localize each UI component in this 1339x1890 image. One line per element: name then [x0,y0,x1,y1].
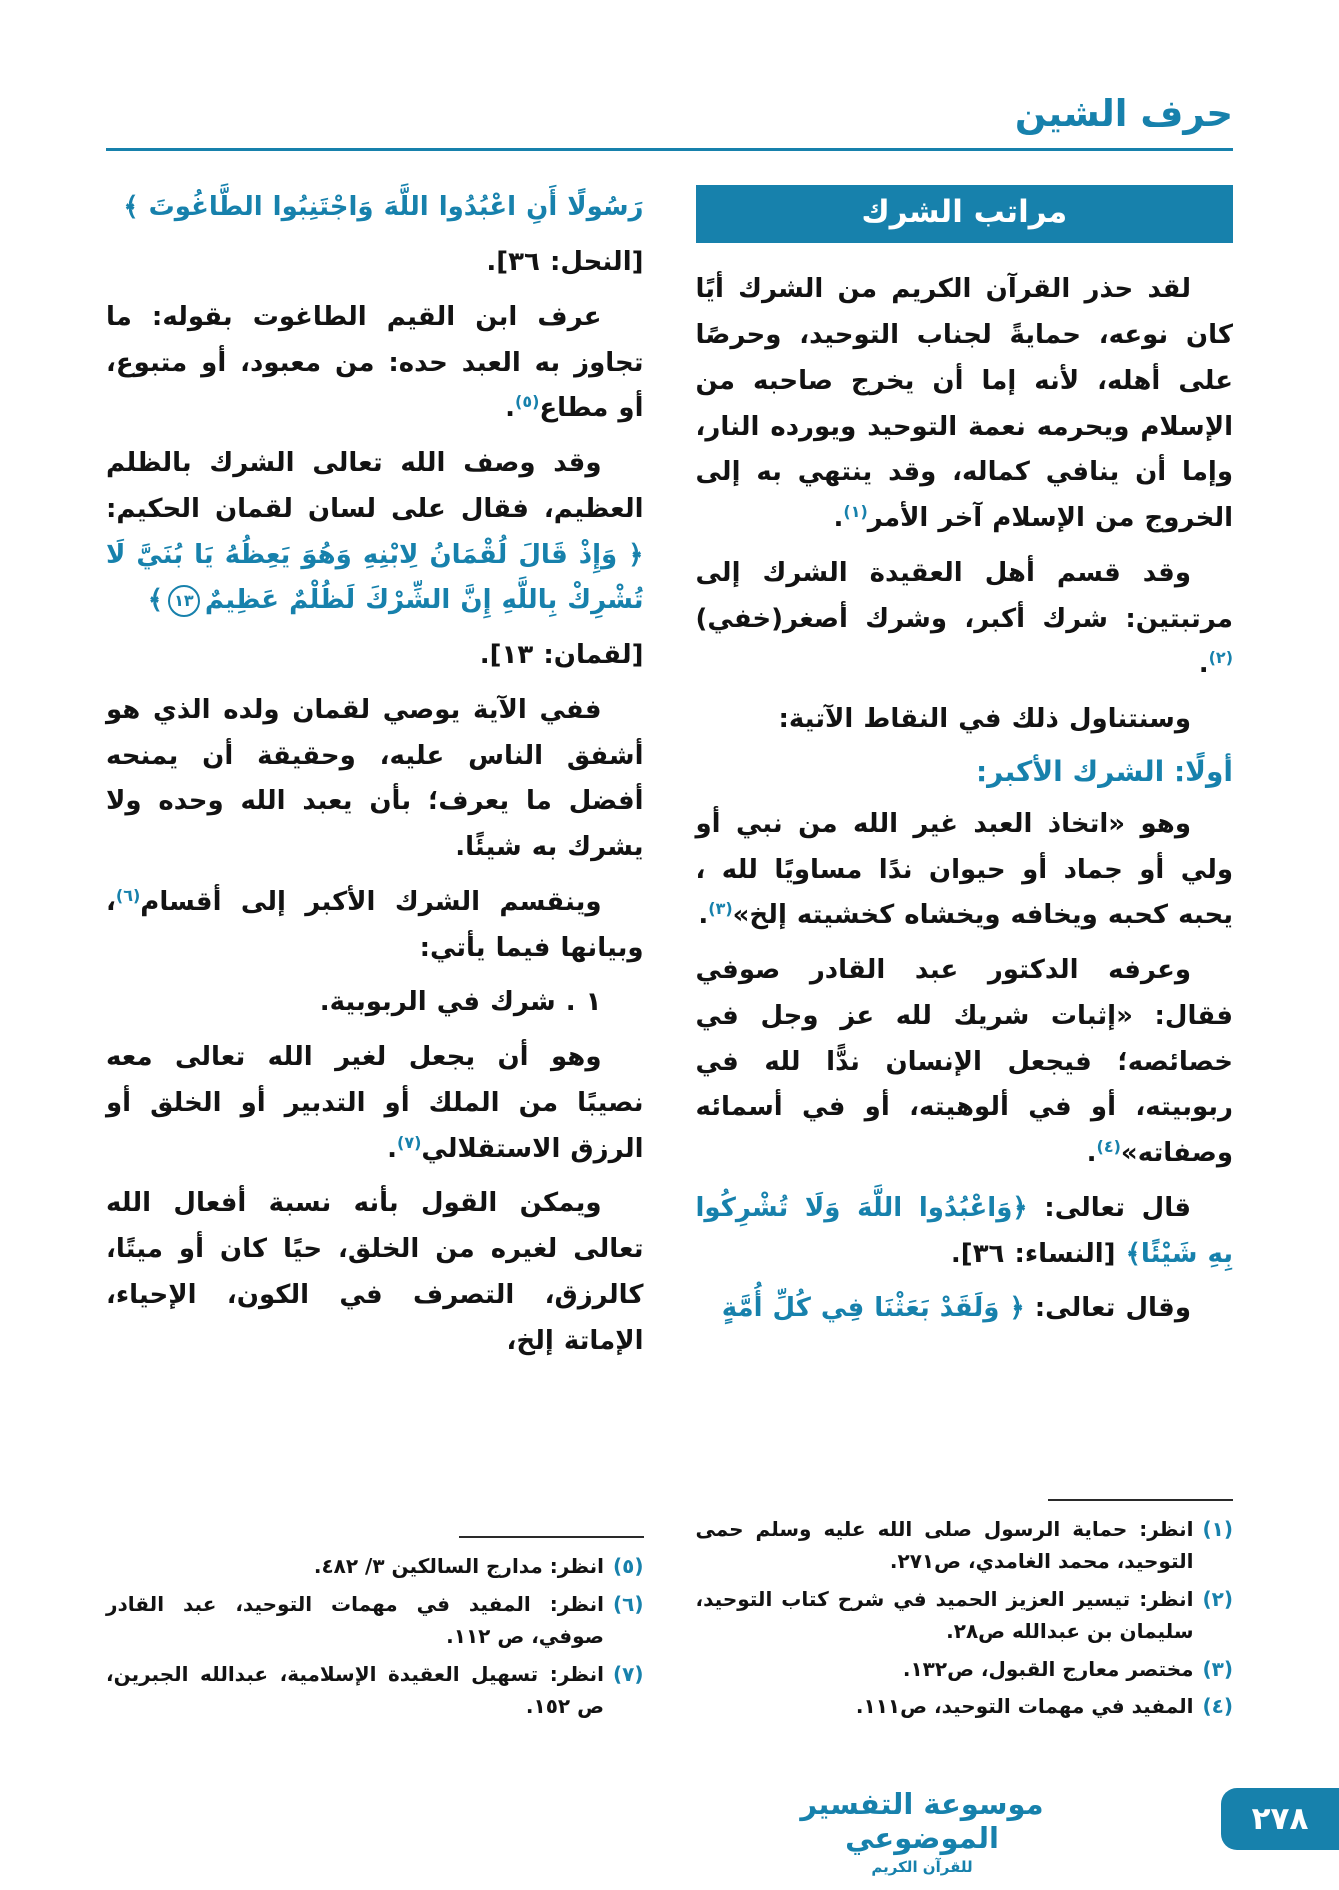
page-number-badge: ٢٧٨ [1221,1788,1339,1850]
paragraph [696,697,1234,743]
body-text: وقال تعالى: [1024,1293,1191,1324]
footnote [696,1653,1234,1685]
footnote-number: (٣) [1202,1656,1233,1681]
paragraph [696,948,1234,1177]
footnote [106,1658,644,1723]
footnote-text: مختصر معارج القبول، ص١٣٢. [902,1656,1194,1681]
paragraph [696,551,1234,688]
footnote-ref: (٤) [1096,1137,1121,1157]
body-text: [لقمان: ١٣]. [479,640,644,671]
footnote-ref: (١) [843,502,868,522]
footnote-separator [1048,1499,1233,1501]
body-text: لقد حذر القرآن الكريم من الشرك أيًا كان نوعه، حمايةً لجناب التوحيد، وحرصًا على أهله، لأنه إما أن يخرج صاحبه من الإسلام ويحرمه نعمة التوحيد ويورده النار، وإما أن ينافي كماله، وقد ينتهي به إلى الخروج من الإسلام آخر الأمر [695,274,1233,534]
body-text: ففي الآية يوصي لقمان ولده الذي هو أشفق الناس عليه، وحقيقة أن يمنحه أفضل ما يعرف؛ بأن يعبد الله وحده ولا يشرك به شيئًا. [106,694,644,863]
body-text: . [1086,1138,1097,1169]
header-rule [106,148,1233,151]
paragraph [106,880,644,972]
footnote-ref: (٥) [515,392,540,412]
paragraph [696,1186,1234,1278]
paragraph [106,1035,644,1172]
paragraph [106,688,644,871]
paragraph [106,633,644,679]
right-footnotes-list [696,1513,1234,1722]
quran-verse-text: ﴾ [147,585,163,616]
footnote-ref: (٣) [708,899,733,919]
footnote-text: انظر: المفيد في مهمات التوحيد، عبد القادر صوفي، ص ١١٢. [106,1591,604,1649]
paragraph [696,267,1234,542]
body-text: ١ . شرك في الربوبية. [319,987,602,1018]
paragraph [106,1181,644,1364]
body-text: وهو أن يجعل لغير الله تعالى معه نصيبًا من الملك أو التدبير أو الخلق أو الرزق الاستقلالي [106,1042,644,1164]
right-footnote-area [696,1491,1234,1727]
footnote [696,1513,1234,1578]
body-text: وعرفه الدكتور عبد القادر صوفي فقال: «إثبات شريك لله عز وجل في خصائصه؛ فيجعل الإنسان ندًّا لله في ربوبيته، أو في ألوهيته، أو في أسمائه وصفاته» [695,955,1233,1169]
body-text: [النحل: ٣٦]. [486,247,644,278]
body-text: . [833,503,844,534]
quran-verse-text: رَسُولًا أَنِ اعْبُدُوا اللَّهَ وَاجْتَنِبُوا الطَّاغُوتَ ﴾ [123,192,644,223]
right-column [696,185,1234,1727]
left-column-text [106,185,644,1373]
body-text: [النساء: ٣٦]. [950,1238,1126,1269]
paragraph [106,240,644,286]
body-text: . [698,900,709,931]
footnote-number: (٢) [1202,1586,1233,1611]
section-heading: أولًا: الشرك الأكبر: [975,754,1233,788]
paragraph [106,185,644,231]
body-text: . [1198,649,1209,680]
footnote [106,1550,644,1582]
quran-verse-text: ﴿وَاعْبُدُوا اللَّهَ وَلَا تُشْرِكُوا بِهِ شَيْئًا﴾ [695,1192,1233,1269]
section-letter-title: حرف الشين [1014,92,1233,135]
footnote-ref: (٢) [1208,648,1233,668]
body-text: وقد وصف الله تعالى الشرك بالظلم العظيم، فقال على لسان لقمان الحكيم: [106,448,644,524]
body-text: . [505,393,516,424]
two-column-layout [106,185,1233,1727]
footnote [696,1690,1234,1722]
footnote-text: انظر: تيسير العزيز الحميد في شرح كتاب التوحيد، سليمان بن عبدالله ص٢٨. [695,1586,1194,1644]
footnote-text: انظر: تسهيل العقيدة الإسلامية، عبدالله الجبرين، ص ١٥٢. [106,1661,604,1718]
right-column-text [696,267,1234,1341]
footnote-separator [459,1536,644,1538]
left-footnotes-list [106,1550,644,1722]
footnote-text: انظر: حماية الرسول صلى الله عليه وسلم حمى التوحيد، محمد الغامدي، ص٢٧١. [695,1517,1194,1574]
paragraph [696,802,1234,939]
quran-verse-text: ﴿ وَلَقَدْ بَعَثْنَا فِي كُلِّ أُمَّةٍ [721,1293,1025,1324]
footnote-ref: (٦) [115,885,141,905]
footnote-number: (١) [1202,1517,1233,1542]
footnote [696,1583,1234,1648]
body-text: وقد قسم أهل العقيدة الشرك إلى مرتبتين: شرك أكبر، وشرك أصغر(خفي) [695,557,1233,634]
footnote-text: انظر: مدارج السالكين ٣/ ٤٨٢. [313,1554,604,1579]
body-text: . [387,1133,398,1164]
footnote-number: (٦) [613,1591,644,1616]
body-text: ، وبيانها فيما يأتي: [106,886,644,963]
body-text: ويمكن القول بأنه نسبة أفعال الله تعالى لغيره من الخلق، حيًا كان أو ميتًا، كالرزق، التصرف في الكون، الإحياء، الإماتة إلخ، [106,1188,644,1356]
footnote-number: (٥) [613,1554,644,1579]
page-content [106,92,1233,1727]
paragraph [696,1286,1234,1332]
left-footnote-area [106,1528,644,1727]
body-text: قال تعالى: [1027,1192,1191,1223]
paragraph [106,295,644,432]
publisher-logo [757,1788,1087,1876]
quran-verse-text: ﴿ وَإِذْ قَالَ لُقْمَانُ لِابْنِهِ وَهُوَ يَعِظُهُ يَا بُنَيَّ لَا تُشْرِكْ بِاللَّهِ إِنَّ الشِّرْكَ لَظُلْمٌ عَظِيمٌ [106,539,644,616]
publisher-logo-title: موسوعة التفسير الموضوعي [800,1787,1044,1855]
body-text: وينقسم الشرك الأكبر إلى أقسام [140,886,602,917]
chapter-title-box: مراتب الشرك [696,185,1234,243]
paragraph [106,441,644,624]
body-text: وسنتناول ذلك في النقاط الآتية: [778,704,1191,735]
ayah-number: ١٣ [168,585,200,617]
left-column [106,185,644,1727]
body-text: وهو «اتخاذ العبد غير الله من نبي أو ولي أو جماد أو حيوان ندًا مساويًا لله ، يحبه كحبه ويخافه ويخشاه كخشيته إلخ» [695,808,1233,931]
footnote [106,1588,644,1653]
footnote-text: المفيد في مهمات التوحيد، ص١١١. [855,1694,1194,1718]
footnote-number: (٤) [1202,1694,1233,1718]
footnote-number: (٧) [613,1661,644,1686]
publisher-logo-subtitle: للقرآن الكريم [871,1858,973,1876]
paragraph [106,980,644,1026]
body-text: عرف ابن القيم الطاغوت بقوله: ما تجاوز به العبد حده: من معبود، أو متبوع، أو مطاع [106,301,644,424]
footnote-ref: (٧) [397,1132,422,1152]
